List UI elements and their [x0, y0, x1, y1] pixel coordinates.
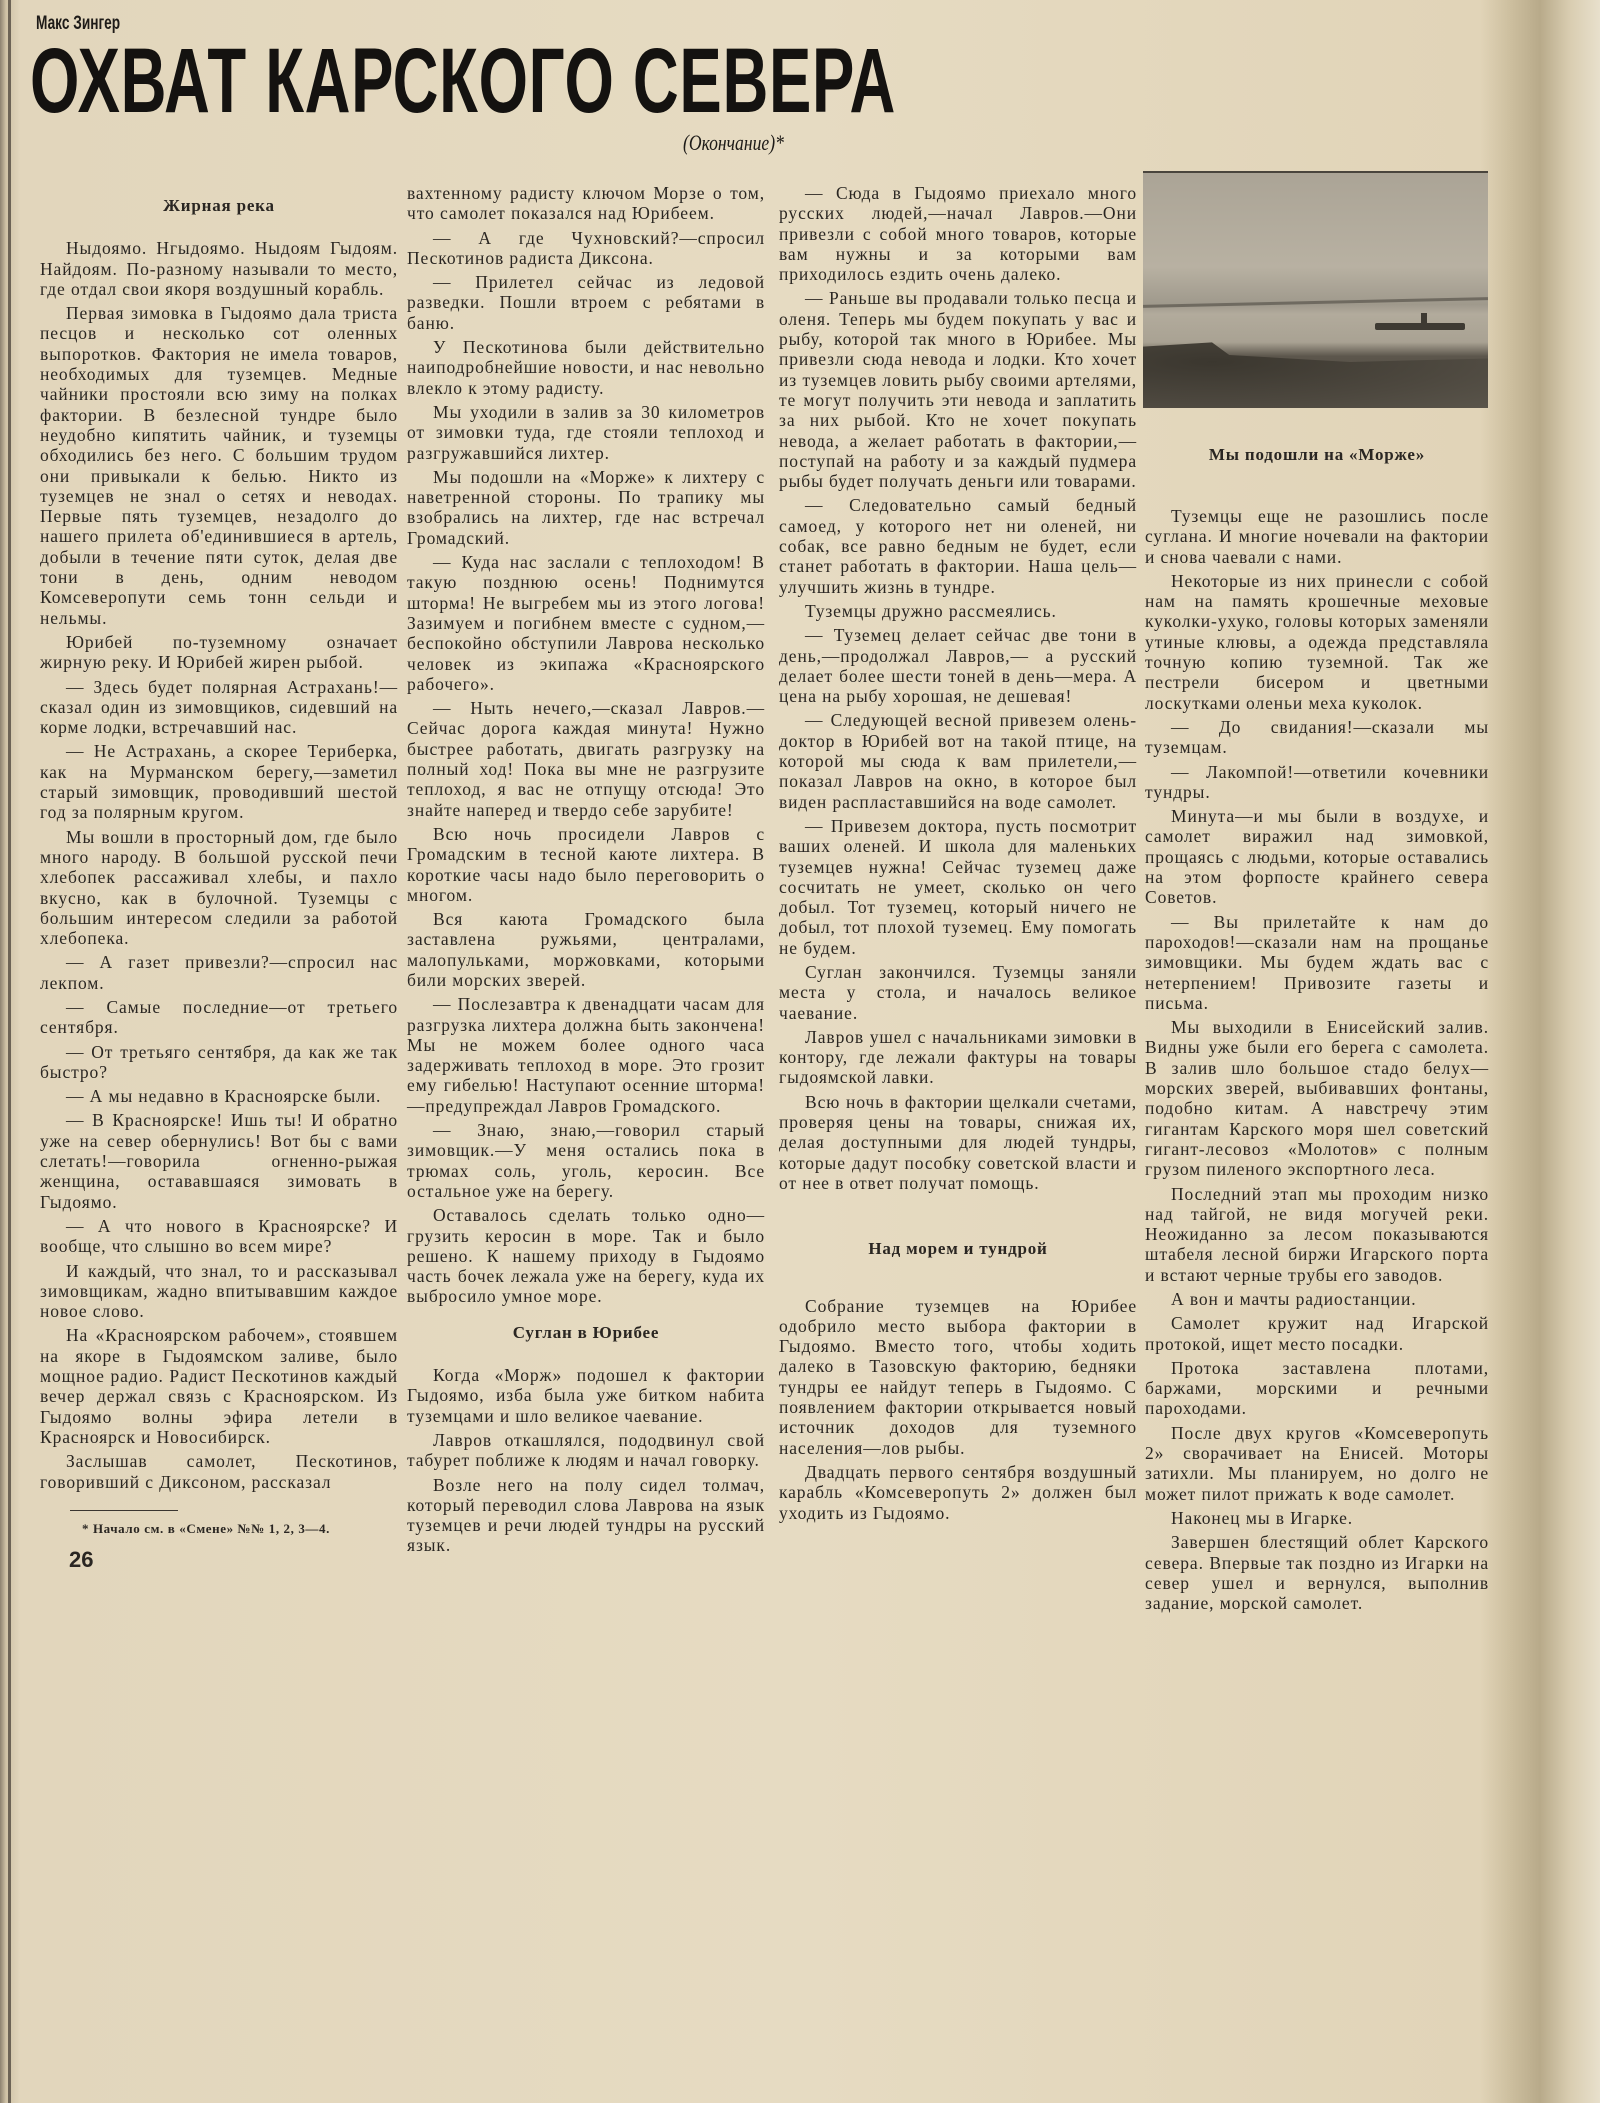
paragraph: — Раньше вы продавали только песца и оленя. Теперь мы будем покупать у вас и рыбу, которой так много в Юрибее. Мы привезли сюда невода и лодки. Кто хочет из туземцев ловить рыбу своими артелями, те могут получить эти невода и заплатить за них рыбой. Кто не хочет покупать невода, а желает работать в фактории,—поступай на работу и за каждый пудмера рыбы будет получать деньги или товарами. — [779, 288, 1137, 492]
article-subtitle: (Окончание)* — [683, 130, 784, 155]
paragraph: Суглан закончился. Туземцы заняли места у стола, и началось великое чаевание. — [779, 961, 1137, 1023]
paragraph: — От третьяго сентября, да как же так быстро? — [40, 1041, 398, 1082]
paragraph: На «Красноярском рабочем», стоявшем на якоре в Гыдоямском заливе, было мощное радио. Радист Пескотинов каждый вечер держал связь с Красноярском. Из Гыдоямо волны эфира летели в Красноярск и Новосибирск. — [40, 1325, 398, 1447]
paragraph: — А мы недавно в Красноярске были. — [66, 1086, 382, 1107]
page-binding-edge — [8, 0, 11, 2103]
photo-caption: Мы подошли на «Морже» — [1208, 445, 1426, 464]
text-column-2 — [407, 183, 765, 1560]
paragraph: Туземцы дружно рассмеялись. — [805, 600, 1057, 621]
paragraph: — А газет привезли?—спросил нас лекпом. — [40, 952, 398, 993]
section-heading: Суглан в Юрибее — [512, 1322, 660, 1342]
footnote-divider — [70, 1510, 178, 1511]
paragraph: А вон и мачты радиостанции. — [1171, 1288, 1417, 1309]
article-title: ОХВАТ КАРСКОГО СЕВЕРА — [30, 30, 897, 132]
paragraph: Вся каюта Громадского была заставлена ружьями, централами, малопульками, моржовками, которыми били морских зверей. — [407, 909, 765, 990]
page-footer — [40, 1510, 398, 1573]
paragraph: Мы выходили в Енисейский залив. Видны уже были его берега с самолета. В залив шло большое стадо белух—морских зверей, выбивавших фонтаны, подобно китам. А навстречу этим гигантам Карского моря шел советский гигант-лесовоз «Молотов» с полным грузом пиленого экспортного леса. — [1145, 1017, 1489, 1180]
paragraph: Туземцы еще не разошлись после суглана. И многие ночевали на фактории и снова чаевали с нами. — [1145, 506, 1489, 567]
paragraph: — Самые последние—от третьего сентября. — [40, 996, 398, 1038]
paragraph: Оставалось сделать только одно—грузить керосин в море. Так и было решено. К нашему приходу в Гыдоямо часть бочек лежала уже на берегу, куда их выбросило умное море. — [407, 1205, 765, 1307]
paragraph: — В Красноярске! Ишь ты! И обратно уже на север обернулись! Вот бы с вами слетать!—говорила огненно-рыжая женщина, остававшаяся зимовать в Гыдоямо. — [40, 1110, 398, 1212]
paragraph: Последний этап мы проходим низко над тайгой, не видя могучей реки. Неожиданно за лесом показываются штабеля лесной биржи Игарского порта и встают черные трубы его заводов. — [1145, 1183, 1489, 1285]
paragraph: Мы вошли в просторный дом, где было много народу. В большой русской печи хлебопек рассаживал хлебы, и пахло вкусно, как в булочной. Туземцы с большим интересом следили за работой хлебопека. — [40, 826, 398, 949]
paragraph: — Вы прилетайте к нам до пароходов!—сказали нам на прощанье зимовщики. Мы будем ждать вас с нетерпением! Привозите газеты и письма. — [1145, 911, 1489, 1013]
paragraph: — Следующей весной привезем олень-доктор в Юрибей вот на такой птице, на которой мы сюда к вам прилетели,—показал Лавров на окно, в которое был виден распластавшийся на воде самолет. — [779, 710, 1137, 812]
page-number: 26 — [69, 1546, 94, 1572]
paragraph: Мы подошли на «Морже» к лихтеру с наветренной стороны. По трапику мы взобрались на лихтер, где нас встречал Громадский. — [407, 466, 765, 548]
photo-shore — [1143, 341, 1488, 408]
paragraph: — Сюда в Гыдоямо приехало много русских людей,—начал Лавров.—Они привезли с собой много товаров, которые вам нужны и за которыми вам приходилось ездить очень далеко. — [779, 183, 1137, 285]
paragraph: — Не Астрахань, а скорее Териберка, как на Мурманском берегу,—заметил старый зимовщик, проводивший шестой год за полярным кругом. — [40, 741, 398, 823]
photo-horizon — [1143, 297, 1488, 308]
paragraph: — Знаю, знаю,—говорил старый зимовщик.—У меня остались пока в трюмах соль, уголь, керосин. Все остальное уже на берегу. — [407, 1120, 765, 1201]
paragraph: — Послезавтра к двенадцати часам для разгрузка лихтера должна быть закончена! Мы не можем более одного часа задерживать теплоход в море. Это грозит ему гибелью! Наступают осенние шторма!—предупреждал Лавров Громадского. — [407, 994, 765, 1116]
paragraph: — Туземец делает сейчас две тони в день,—продолжал Лавров,— а русский делает более шести тоней в день—мера. А цена на рыбу хорошая, не дешевая! — [779, 625, 1137, 707]
photo-walrus-ship — [1143, 171, 1488, 408]
article-author: Макс Зингер — [36, 13, 121, 34]
paragraph: Протока заставлена плотами, баржами, морскими и речными пароходами. — [1145, 1357, 1489, 1419]
paragraph: — А где Чухновский?—спросил Пескотинов радиста Диксона. — [407, 227, 765, 268]
paragraph: Юрибей по-туземному означает жирную реку. И Юрибей жирен рыбой. — [40, 631, 398, 673]
paragraph: Всю ночь в фактории щелкали счетами, проверяя цены на товары, снижая их, делая доступными для людей тундры, которые дадут пособку советской власти и от нее в ответ получат помощь. — [779, 1091, 1137, 1193]
section-heading: Жирная река — [163, 196, 275, 215]
paragraph: Лавров откашлялся, пододвинул свой табурет поближе к людям и начал говорку. — [407, 1429, 765, 1471]
paragraph: И каждый, что знал, то и рассказывал зимовщикам, жадно впитывавшим каждое новое слово. — [40, 1260, 398, 1322]
column-1-wrapper — [40, 196, 398, 1573]
paragraph: Мы уходили в залив за 30 километров от зимовки туда, где стояли теплоход и разгружавшийся лихтер. — [407, 401, 765, 463]
paragraph: У Пескотинова были действительно наиподробнейшие новости, и нас невольно влекло к этому радисту. — [407, 337, 765, 398]
paragraph: Заслышав самолет, Пескотинов, говоривший с Диксоном, рассказал — [40, 1451, 398, 1492]
paragraph: Возле него на полу сидел толмач, который переводил слова Лаврова на язык туземцев и речи людей тундры на русский язык. — [407, 1474, 765, 1556]
paragraph: Собрание туземцев на Юрибее одобрило место выбора фактории в Гыдоямо. Вместо того, чтобы ходить далеко в Тазовскую факторию, бедняки тундры ее найдут теперь в Гыдоямо. С появлением фактории открывается новый источник доходов для туземного населения—лов рыбы. — [779, 1295, 1137, 1458]
text-column-4 — [1145, 506, 1489, 1617]
paragraph: — Куда нас заслали с теплоходом! В такую позднюю осень! Поднимутся шторма! Не выгребем мы из этого логова! Зазимуем и погибнем вместе с судном,—беспокойно обступили Лаврова несколько человек из экипажа «Красноярского рабочего». — [407, 552, 765, 694]
text-column-3 — [779, 183, 1137, 1527]
paragraph: Лавров ушел с начальниками зимовки в контору, где лежали фактуры на товары гыдоямской лавки. — [779, 1026, 1137, 1088]
paragraph: Первая зимовка в Гыдоямо дала триста песцов и несколько сот оленных выпоротков. Фактория не имела товаров, необходимых для туземцев. Медные чайники простояли всю зиму на полках фактории. В безлесной тундре было неудобно кипятить чайник, и туземцы обходились без него. С большим трудом они привыкали к белью. Никто из туземцев не знал о сетях и неводах. Первые пять туземцев, незадолго до нашего прилета об'единившиеся в артель, добыли в течение пяти суток, делая две тони в день, одним неводом Комсеверопути семь тонн сельди и нельмы. — [40, 303, 398, 628]
paragraph: — Прилетел сейчас из ледовой разведки. Пошли втроем с ребятами в баню. — [407, 272, 765, 333]
paragraph: Ныдоямо. Нгыдоямо. Ныдоям Гыдоям. Найдоям. По-разному называли то место, где отдал свои якоря воздушный корабль. — [40, 238, 398, 299]
section-heading: Над морем и тундрой — [868, 1239, 1048, 1259]
photo-ship — [1375, 323, 1465, 330]
paragraph: Наконец мы в Игарке. — [1171, 1507, 1354, 1528]
paragraph: — Здесь будет полярная Астрахань!—сказал один из зимовщиков, сидевший на корме лодки, встречавший нас. — [40, 676, 398, 738]
paragraph: После двух кругов «Комсеверопуть 2» сворачивает на Енисей. Моторы затихли. Мы планируем, но долго не может пилот прижать к воде самолет. — [1145, 1422, 1489, 1504]
footnote: * Начало см. в «Смене» №№ 1, 2, 3—4. — [82, 1520, 330, 1536]
paragraph: Двадцать первого сентября воздушный карабль «Комсеверопуть 2» должен был уходить из Гыдоямо. — [779, 1461, 1137, 1523]
text-column-1 — [40, 196, 398, 1492]
paragraph: Самолет кружит над Игарской протокой, ищет место посадки. — [1145, 1313, 1489, 1354]
paragraph: Всю ночь просидели Лавров с Громадским в тесной каюте лихтера. В короткие часы надо было переговорить о многом. — [407, 823, 765, 905]
paragraph: — Лакомпой!—ответили кочевники тундры. — [1145, 761, 1489, 802]
paragraph: — Следовательно самый бедный самоед, у которого нет ни оленей, ни собак, все равно бедным не будет, если станет работать в фактории. Наша цель—улучшить жизнь в тундре. — [779, 495, 1137, 597]
paragraph: — До свидания!—сказали мы туземцам. — [1145, 716, 1489, 758]
paragraph: Завершен блестящий облет Карского севера. Впервые так поздно из Игарки на север ушел и вернулся, выполнив задание, морской самолет. — [1145, 1532, 1489, 1614]
paragraph: Минута—и мы были в воздухе, и самолет виражил над зимовкой, прощаясь с людьми, которые оставались на этом форпосте крайнего севера Советов. — [1145, 806, 1489, 908]
paragraph: — Привезем доктора, пусть посмотрит ваших оленей. И школа для маленьких туземцев нужна! Сейчас туземец даже сосчитать не умеет, сколько он чего добыл. Тот туземец, который ничего не добыл, тот плохой туземец. Ему помогать не будем. — [779, 815, 1137, 958]
paragraph: Некоторые из них принесли с собой нам на память крошечные меховые куколки-ухуко, головы которых заменяли утиные клювы, а одежда представляла точную копию туземной. Так же пестрели бисером и цветными лоскутками оленьи меха куколок. — [1145, 570, 1489, 713]
paragraph: — Ныть нечего,—сказал Лавров.—Сейчас дорога каждая минута! Нужно быстрее работать, двигать разгрузку на полный ход! Пока вы мне не разгрузите теплоход, я вас не отпущу отсюда! Это знайте наперед и твердо себе зарубите! — [407, 698, 765, 820]
paragraph: вахтенному радисту ключом Морзе о том, что самолет показался над Юрибеем. — [407, 183, 765, 224]
paragraph: — А что нового в Красноярске? И вообще, что слышно во всем мире? — [40, 1215, 398, 1257]
paragraph: Когда «Морж» подошел к фактории Гыдоямо, изба была уже битком набита туземцами и шло великое чаевание. — [407, 1365, 765, 1426]
